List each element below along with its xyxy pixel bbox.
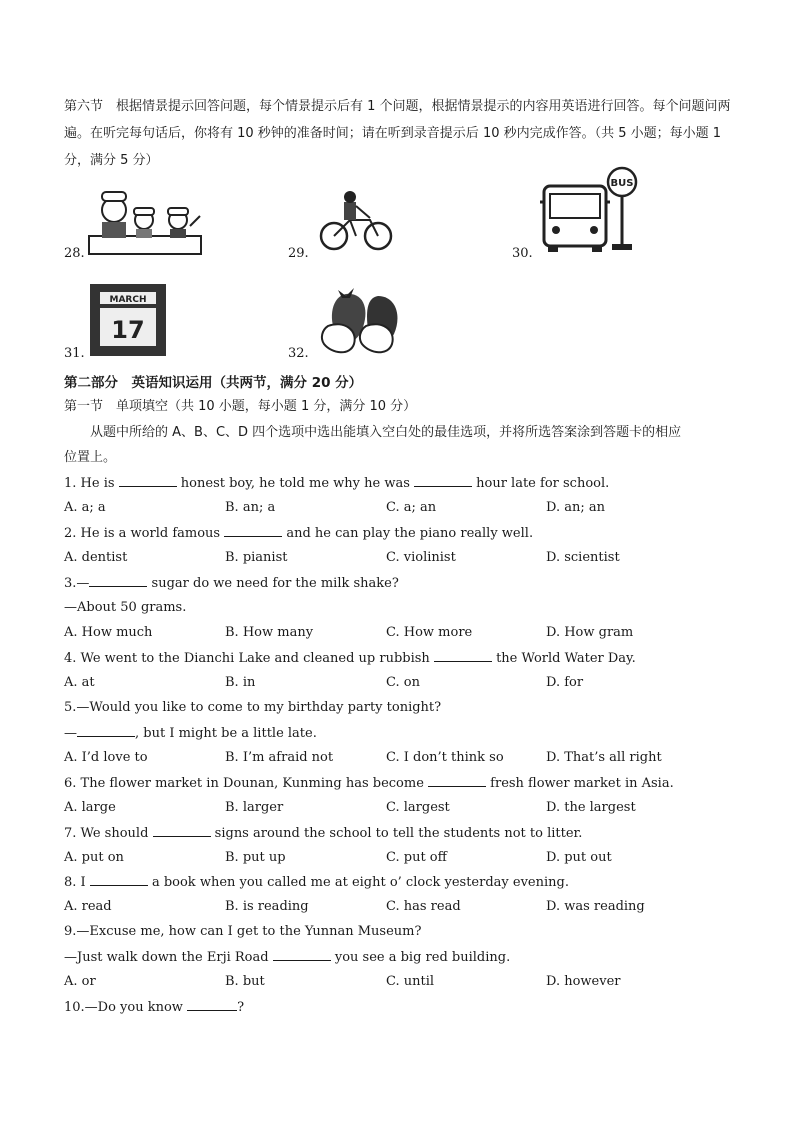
answer-blank	[414, 474, 472, 487]
q9-option-a: A. or	[64, 974, 96, 989]
q4-option-b: B. in	[225, 675, 256, 690]
q9-option-b: B. but	[225, 974, 265, 989]
q8-option-a: A. read	[64, 899, 112, 914]
q2-option-d: D. scientist	[546, 550, 620, 565]
q3-option-a: A. How much	[64, 625, 153, 640]
question-5-reply: — , but I might be a little late.	[64, 726, 317, 741]
q5-option-b: B. I’m afraid not	[225, 750, 334, 765]
q3-option-d: D. How gram	[546, 625, 634, 640]
part2-instructions-line2: 位置上。	[64, 450, 117, 465]
calendar-month: MARCH	[109, 295, 147, 305]
q9-option-d: D. however	[546, 974, 621, 989]
part2-title: 第二部分 英语知识运用（共两节，满分 20 分）	[64, 375, 363, 391]
part2-section1-title: 第一节 单项填空（共 10 小题，每小题 1 分，满分 10 分）	[64, 399, 417, 414]
q5-option-d: D. That’s all right	[546, 750, 662, 765]
question-9-reply: —Just walk down the Erji Road you see a big red building.	[64, 950, 511, 965]
q7-option-c: C. put off	[386, 850, 447, 865]
q8-option-d: D. was reading	[546, 899, 645, 914]
q6-option-d: D. the largest	[546, 800, 636, 815]
answer-blank	[119, 474, 177, 487]
section6-instructions: 第六节 根据情景提示回答问题，每个情景提示后有 1 个问题，根据情景提示的内容用英语进行回答。每个问题问两遍。在听完每句话后，你将有 10 秒钟的准备时间；请在听到录音提示后 10 秒内完成作答。（共 5 小题；每小题 1 分，满分 5 分）	[64, 99, 731, 168]
q3-option-b: B. How many	[225, 625, 314, 640]
answer-blank	[273, 948, 331, 961]
q2-option-a: A. dentist	[64, 550, 128, 565]
question-6: 6. The flower market in Dounan, Kunming has become fresh flower market in Asia.	[64, 776, 674, 791]
answer-blank	[434, 649, 492, 662]
q1-option-d: D. an; an	[546, 500, 605, 515]
calendar-day: 17	[111, 316, 145, 344]
picture-number-32: 32.	[288, 346, 309, 361]
picture-number-30: 30.	[512, 246, 533, 261]
answer-blank	[90, 873, 148, 886]
q2-option-b: B. pianist	[225, 550, 288, 565]
part2-instructions-line1: 从题中所给的 A、B、C、D 四个选项中选出能填入空白处的最佳选项，并将所选答案涂到答题卡的相应	[90, 425, 682, 440]
question-7: 7. We should signs around the school to tell the students not to litter.	[64, 826, 583, 841]
q6-option-c: C. largest	[386, 800, 450, 815]
question-10: 10.—Do you know ?	[64, 1000, 245, 1015]
q4-option-d: D. for	[546, 675, 584, 690]
cyclist-icon	[318, 190, 394, 252]
q8-option-c: C. has read	[386, 899, 461, 914]
q6-option-b: B. larger	[225, 800, 284, 815]
q4-option-a: A. at	[64, 675, 95, 690]
question-2: 2. He is a world famous and he can play the piano really well.	[64, 526, 534, 541]
q1-option-b: B. an; a	[225, 500, 276, 515]
q6-option-a: A. large	[64, 800, 116, 815]
q7-option-b: B. put up	[225, 850, 286, 865]
calendar-icon	[88, 282, 168, 358]
picture-number-28: 28.	[64, 246, 85, 261]
q1-option-a: A. a; a	[64, 500, 106, 515]
q8-option-b: B. is reading	[225, 899, 309, 914]
answer-blank	[77, 724, 135, 737]
question-5: 5.—Would you like to come to my birthday party tonight?	[64, 700, 442, 715]
question-3: 3.— sugar do we need for the milk shake?	[64, 576, 399, 591]
q5-option-c: C. I don’t think so	[386, 750, 504, 765]
strawberries-icon	[318, 286, 410, 358]
question-4: 4. We went to the Dianchi Lake and cleaned up rubbish the World Water Day.	[64, 651, 636, 666]
q3-option-c: C. How more	[386, 625, 473, 640]
picture-number-29: 29.	[288, 246, 309, 261]
question-3-reply: —About 50 grams.	[64, 600, 187, 615]
q7-option-a: A. put on	[64, 850, 124, 865]
answer-blank	[187, 998, 237, 1011]
answer-blank	[153, 824, 211, 837]
q1-option-c: C. a; an	[386, 500, 437, 515]
q7-option-d: D. put out	[546, 850, 612, 865]
bus-sign-label: BUS	[610, 178, 634, 189]
question-9: 9.—Excuse me, how can I get to the Yunnan Museum?	[64, 924, 422, 939]
picture-number-31: 31.	[64, 346, 85, 361]
q4-option-c: C. on	[386, 675, 420, 690]
answer-blank	[89, 574, 147, 587]
q2-option-c: C. violinist	[386, 550, 456, 565]
question-1: 1. He is honest boy, he told me why he was hour late for school.	[64, 476, 610, 491]
bus-stop-icon	[538, 166, 642, 254]
q9-option-c: C. until	[386, 974, 435, 989]
cooking-family-icon	[86, 184, 204, 258]
answer-blank	[224, 524, 282, 537]
question-8: 8. I a book when you called me at eight o’ clock yesterday evening.	[64, 875, 569, 890]
answer-blank	[428, 774, 486, 787]
q5-option-a: A. I’d love to	[64, 750, 148, 765]
